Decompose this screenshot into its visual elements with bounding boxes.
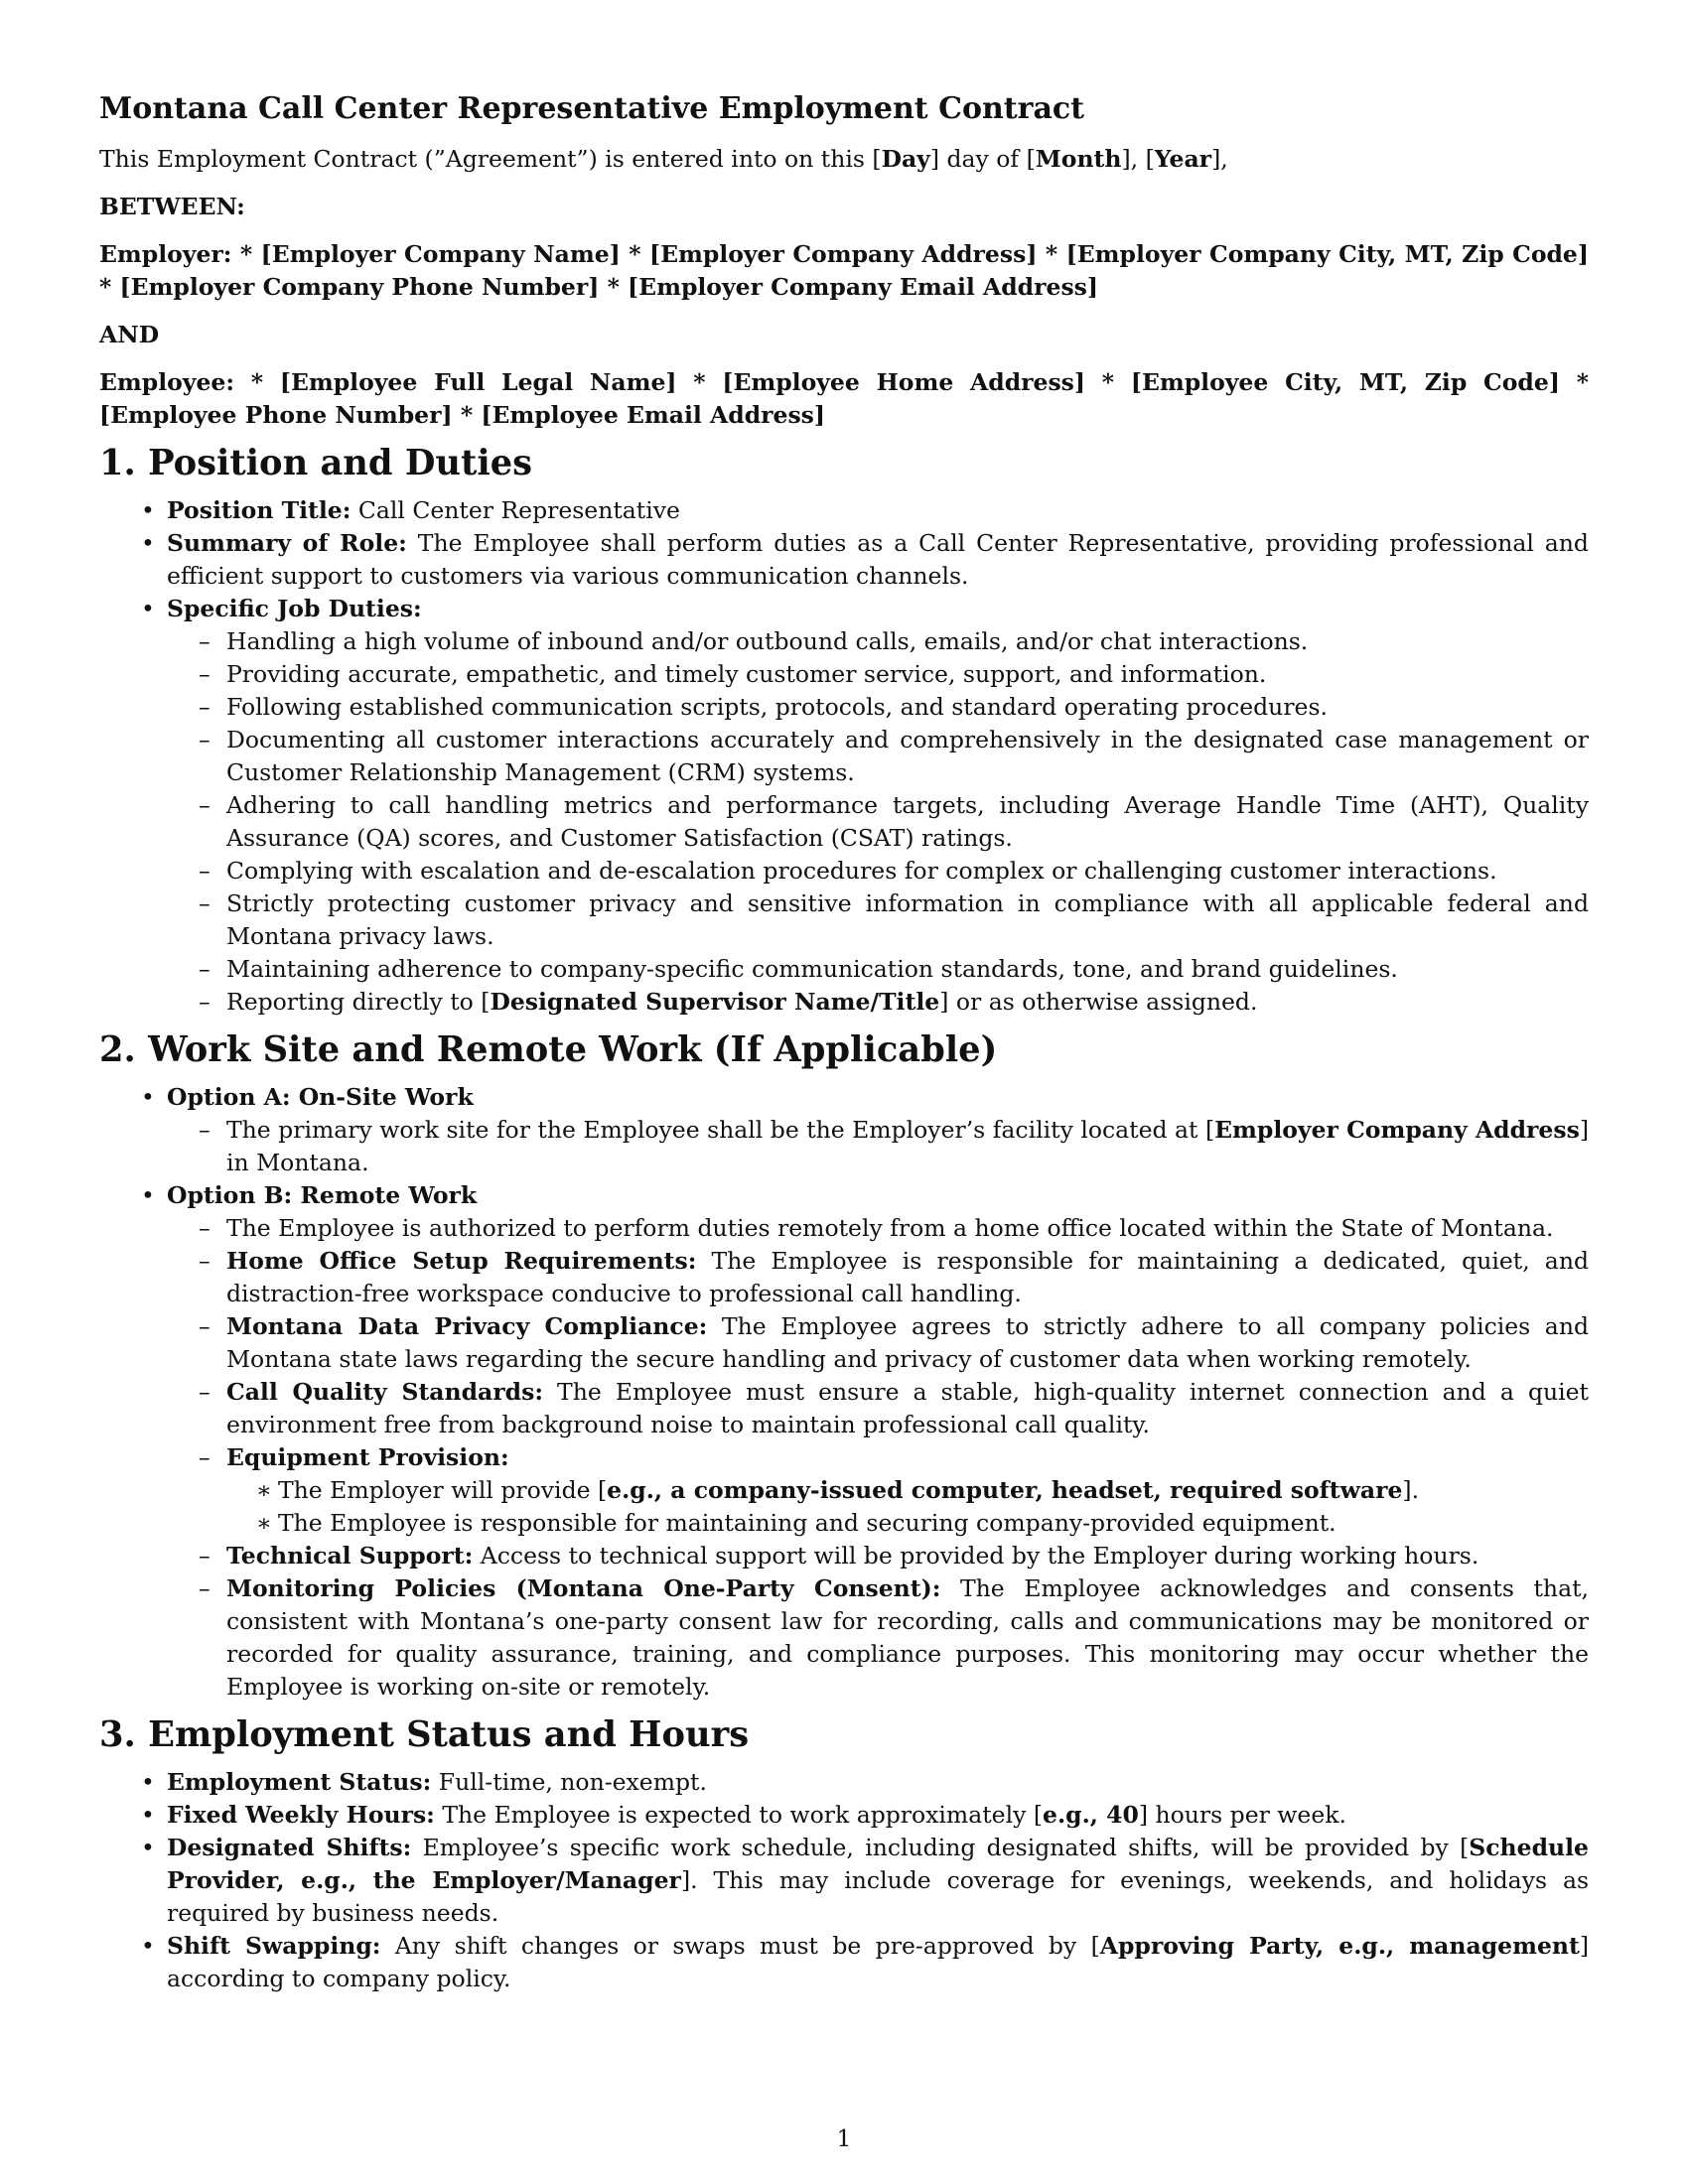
employee-email: Employee Email Address: [492, 401, 814, 429]
day-placeholder: Day: [881, 145, 930, 173]
list-item: • Position Title: Call Center Representative: [99, 494, 1589, 527]
list-item: ∗ The Employee is responsible for maintaining and securing company-provided equipment.: [226, 1507, 1589, 1540]
list-item: – Documenting all customer interactions accurately and comprehensively in the designated case management or Customer Relationship Management (CRM) systems.: [167, 724, 1589, 789]
and-label: AND: [99, 321, 160, 348]
page-number: 1: [836, 2124, 852, 2152]
employee-home-address: Employee Home Address: [733, 368, 1074, 396]
list-item: • Fixed Weekly Hours: The Employee is expected to work approximately [e.g., 40] hours per week.: [99, 1799, 1589, 1832]
list-item: • Specific Job Duties: – Handling a high volume of inbound and/or outbound calls, emails, and/or chat interactions. – Providing accurate, empathetic, and timely customer service, support, and information. – Following established communication scripts, protocols, and standard operating procedures. – Documenting all customer interactions accurately and comprehensively in the designated case management or Customer Relationship Management (CRM) systems. – Adhering to call handling metrics and performance targets, including Average Handle Time (AHT), Quality Assurance (QA) scores, and Customer Satisfaction (CSAT) ratings. – Complying with escalation and de-escalation procedures for complex or challenging customer interactions. – Strictly protecting customer privacy and sensitive information in compliance with all applicable federal and Montana privacy laws. – Maintaining adherence to company-specific communication standards, tone, and brand guidelines. – Reporting directly to [Designated Supervisor Name/Title] or as otherwise assigned.: [99, 593, 1589, 1019]
list-item: – The Employee is authorized to perform duties remotely from a home office located within the State of Montana.: [167, 1212, 1589, 1245]
list-item: – Maintaining adherence to company-specific communication standards, tone, and brand guidelines.: [167, 953, 1589, 986]
list-item: – Strictly protecting customer privacy and sensitive information in compliance with all applicable federal and Montana privacy laws.: [167, 887, 1589, 953]
list-item: – Montana Data Privacy Compliance: The Employee agrees to strictly adhere to all company policies and Montana state laws regarding the secure handling and privacy of customer data when working remotely.: [167, 1310, 1589, 1376]
list-item: • Shift Swapping: Any shift changes or swaps must be pre-approved by [Approving Party, e.g., management] according to company policy.: [99, 1930, 1589, 1995]
employer-company-name: Employer Company Name: [271, 240, 610, 268]
list-item: – Handling a high volume of inbound and/or outbound calls, emails, and/or chat interactions.: [167, 625, 1589, 658]
list-item: – Following established communication scripts, protocols, and standard operating procedures.: [167, 691, 1589, 724]
section-2-heading: 2. Work Site and Remote Work (If Applicable): [99, 1029, 998, 1070]
list-item: – Complying with escalation and de-escalation procedures for complex or challenging customer interactions.: [167, 855, 1589, 887]
employer-company-city: Employer Company City, MT, Zip Code: [1076, 240, 1578, 268]
job-duties-list: [167, 625, 1589, 1019]
document-body: [99, 89, 1589, 2010]
list-item: • Option B: Remote Work – The Employee is authorized to perform duties remotely from a home office located within the State of Montana. – Home Office Setup Requirements: The Employee is responsible for maintaining a dedicated, quiet, and distraction-free workspace conducive to professional call handling. – Montana Data Privacy Compliance: The Employee agrees to strictly adhere to all company policies and Montana state laws regarding the secure handling and privacy of customer data when working remotely. – Call Quality Standards: The Employee must ensure a stable, high-quality internet connection and a quiet environment free from background noise to maintain professional call quality. – Equipment Provision: ∗ The Employer will provide [e.g., a company-issued computer, headset, required software]. ∗ The Employee is responsible for maintaining and securing company-provided equipment. – Technical Support: Access to technical support will be provided by the Employer during working hours. – Monitoring Policies (Montana One-Party Consent): The Employee acknowledges and consents that, consistent with Montana’s one-party consent law for recording, calls and communications may be monitored or recorded for quality assurance, training, and compliance purposes. This monitoring may occur whether the Employee is working on-site or remotely.: [99, 1179, 1589, 1704]
employee-city: Employee City, MT, Zip Code: [1141, 368, 1549, 396]
list-item: – Providing accurate, empathetic, and timely customer service, support, and information.: [167, 658, 1589, 691]
employer-block: Employer: * [Employer Company Name] * [Employer Company Address] * [Employer Company City, MT, Zip Code] * [Employer Company Phone Number] * [Employer Company Email Address]: [99, 240, 1590, 301]
section-1-list: [99, 494, 1589, 1019]
intro-paragraph: This Employment Contract (”Agreement”) is entered into on this [Day] day of [Month], [Year],: [99, 145, 1228, 173]
list-item: • Designated Shifts: Employee’s specific work schedule, including designated shifts, will be provided by [Schedule Provider, e.g., the Employer/Manager]. This may include coverage for evenings, weekends, and holidays as required by business needs.: [99, 1832, 1589, 1930]
employee-full-name: Employee Full Legal Name: [290, 368, 666, 396]
list-item: • Option A: On-Site Work – The primary work site for the Employee shall be the Employer’s facility located at [Employer Company Address] in Montana.: [99, 1081, 1589, 1179]
month-placeholder: Month: [1035, 145, 1122, 173]
section-3-list: [99, 1766, 1589, 1995]
list-item: • Summary of Role: The Employee shall perform duties as a Call Center Representative, providing professional and efficient support to customers via various communication channels.: [99, 527, 1589, 593]
employer-company-phone: Employer Company Phone Number: [130, 273, 589, 301]
list-item: ∗ The Employer will provide [e.g., a company-issued computer, headset, required software].: [226, 1474, 1589, 1507]
between-label: BETWEEN:: [99, 193, 245, 220]
list-item: – Call Quality Standards: The Employee must ensure a stable, high-quality internet connection and a quiet environment free from background noise to maintain professional call quality.: [167, 1376, 1589, 1441]
list-item: – Home Office Setup Requirements: The Employee is responsible for maintaining a dedicated, quiet, and distraction-free workspace conducive to professional call handling.: [167, 1245, 1589, 1310]
section-2-list: [99, 1081, 1589, 1704]
section-3-heading: 3. Employment Status and Hours: [99, 1714, 750, 1755]
list-item: – Adhering to call handling metrics and performance targets, including Average Handle Time (AHT), Quality Assurance (QA) scores, and Customer Satisfaction (CSAT) ratings.: [167, 789, 1589, 855]
list-item: – Reporting directly to [Designated Supervisor Name/Title] or as otherwise assigned.: [167, 986, 1589, 1019]
document-title: Montana Call Center Representative Employment Contract: [99, 91, 1085, 126]
employer-company-address: Employer Company Address: [660, 240, 1027, 268]
list-item: • Employment Status: Full-time, non-exempt.: [99, 1766, 1589, 1799]
list-item: – The primary work site for the Employee shall be the Employer’s facility located at [Employer Company Address] in Montana.: [167, 1114, 1589, 1179]
employer-company-email: Employer Company Email Address: [638, 273, 1087, 301]
section-1-heading: 1. Position and Duties: [99, 443, 532, 483]
year-placeholder: Year: [1154, 145, 1212, 173]
list-item: – Technical Support: Access to technical support will be provided by the Employer during working hours.: [167, 1540, 1589, 1572]
employee-phone: Employee Phone Number: [110, 401, 442, 429]
list-item: – Equipment Provision: ∗ The Employer will provide [e.g., a company-issued computer, headset, required software]. ∗ The Employee is responsible for maintaining and securing company-provided equipment.: [167, 1441, 1589, 1540]
employee-block: Employee: * [Employee Full Legal Name] * [Employee Home Address] * [Employee City, MT, Zip Code] * [Employee Phone Number] * [Employee Email Address]: [99, 368, 1589, 429]
list-item: – Monitoring Policies (Montana One-Party Consent): The Employee acknowledges and consents that, consistent with Montana’s one-party consent law for recording, calls and communications may be monitored or recorded for quality assurance, training, and compliance purposes. This monitoring may occur whether the Employee is working on-site or remotely.: [167, 1572, 1589, 1704]
